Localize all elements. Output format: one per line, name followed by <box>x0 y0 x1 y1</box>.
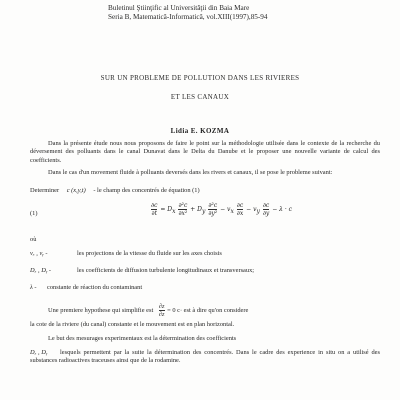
hypothesis-text: Une premiere hypothese qui simplifie est <box>48 306 154 314</box>
definition-diffusion-text: les coefficients de diffusion turbulente longitudinaux et transversaux; <box>77 267 255 274</box>
equation-1 <box>30 202 380 228</box>
hypothesis-rest: = 0 c· est à dire qu'on considere <box>167 306 249 314</box>
definition-lambda-symbol: λ - <box>30 284 37 291</box>
journal-name: Buletinul Ştiinţific al Universităţii din Baia Mare <box>108 4 250 12</box>
measurement-line-1: Le but des mesurages experimentaux est la détermination des coefficients <box>48 335 237 342</box>
paper-title-line-1: SUR UN PROBLEME DE POLLUTION DANS LES RIVIERES <box>100 74 300 82</box>
journal-header <box>108 4 348 22</box>
determiner-text: - le champ des concentrés de équation (1) <box>93 187 200 194</box>
paragraph-intro: Dans la présente étude nous nous proposons de faire le point sur la méthodologie utilisée dans le contexte de la recherche du déversement des polluants dans le canal Dunavat dans le Delta du Danube et le proposer une nouvelle variante de calcul des coefficients. <box>30 140 380 164</box>
definition-velocity-symbol: vₓ , vᵧ - <box>30 250 48 257</box>
equation-body: $\frac{\partial c}{\partial t}$ = $D_x$ $\frac{\text{∂²c}}{\text{∂x²}}$ + $D_y$ $\frac{\text{∂²c}}{\text{∂y²}}$ − $v_x$ $\frac{\partial c}{\partial x}$ − $v_y$ $\frac{\partial c}{\partial y}$ − λ · c <box>151 202 293 217</box>
ou-label: où <box>30 236 37 243</box>
definition-velocity-text: les projections de la vitesse du fluide sur les axes choisis <box>77 250 222 257</box>
paragraph-problem: Dans le cas d'un movement fluide à polluants deversés dans les rivers et canaux, il se pose le probleme suivant: <box>48 169 333 176</box>
definition-diffusion-symbol: Dₓ , Dᵧ - <box>30 267 52 274</box>
journal-series: Seria B, Matematică-Informatică, vol.XIII(1997),85-94 <box>108 13 268 21</box>
determiner-line <box>30 187 200 194</box>
paper-title-line-2: ET LES CANAUX <box>170 93 230 101</box>
hypothesis-line: Une premiere hypothese qui simplifie est $\frac{\partial z}{\partial z}$ = 0 c· est à dire qu'on considere <box>48 303 249 318</box>
determiner-label: Determiner <box>30 187 60 194</box>
equation-number: (1) <box>30 210 38 217</box>
definition-lambda-text: constante de réaction du contaminant <box>47 284 143 291</box>
hypothesis-line-2: la cote de la riviere (du canal) constante et le mouvement est en plan horizontal. <box>30 321 235 328</box>
measurement-rest: lesquels permettent par la suite la détermination des concentrés. Dans le cadre des experience in situ on a utilisé des substances radioactives traceuses ainsi que de la rodamine. <box>30 349 380 365</box>
author-name: Lidia E. KOZMA <box>170 127 230 135</box>
measurement-symbols: Dₓ , Dᵧ <box>30 349 48 356</box>
determiner-variable: c (x,y,t) <box>66 187 86 194</box>
